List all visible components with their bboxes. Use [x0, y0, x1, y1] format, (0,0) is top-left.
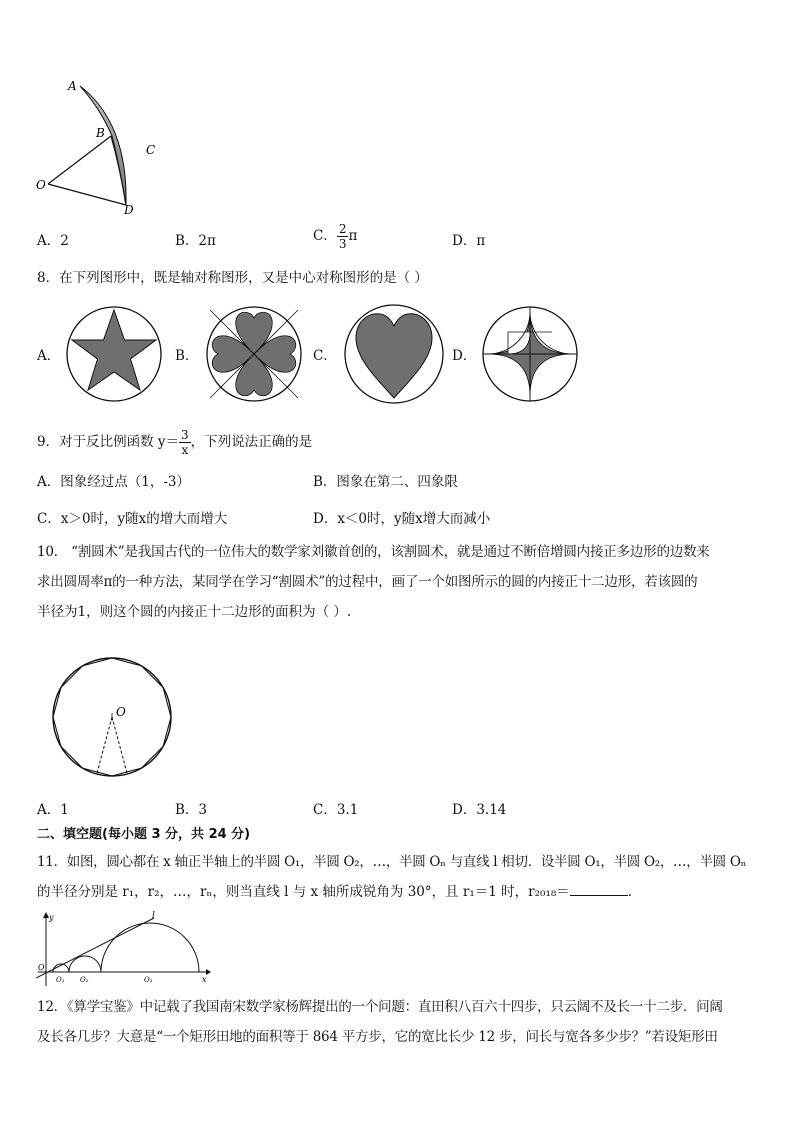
q11-figure: [36, 910, 211, 988]
q8-label-b: B．: [175, 348, 199, 364]
q7-figure: [30, 78, 170, 218]
q8-figure-b-hearts: [204, 304, 304, 404]
q7-option-c-suffix: π: [348, 228, 358, 244]
q11-label-y: y: [49, 913, 54, 922]
q9-option-b: B．图象在第二、四象限: [313, 474, 458, 490]
q8-label-c: C．: [313, 348, 337, 364]
q11-semicircle-3: [101, 923, 199, 972]
q9-option-d: D．x＜0时，y随x增大而减小: [313, 511, 491, 527]
q10-line-3: 半径为1，则这个圆的内接正十二边形的面积为（ ）.: [37, 604, 352, 620]
q11-line-2: [37, 882, 632, 902]
q7-label-b: B: [96, 126, 105, 140]
q7-shaded-region: [80, 86, 126, 205]
q10-label-o: O: [116, 705, 126, 719]
q10-option-c: C．3.1: [313, 802, 359, 818]
q7-label-a: A: [68, 79, 77, 93]
q11-label-o1: O₁: [56, 976, 65, 984]
q10-figure: [50, 655, 175, 780]
q11-label-o2: O₂: [80, 976, 89, 984]
q9-stem-pre: 9．对于反比例函数 y＝: [37, 434, 180, 450]
q11-line-2-end: .: [627, 884, 633, 900]
q8-figure-c-heart: [342, 302, 446, 406]
q8-stem: 8．在下列图形中，既是轴对称图形，又是中心对称图形的是（ ）: [37, 270, 428, 286]
q7-option-a: [37, 231, 69, 251]
q7-option-d: [452, 231, 485, 251]
q10-option-d: D．3.14: [452, 802, 507, 818]
q7-label-c: C: [146, 143, 156, 157]
q7-option-d-letter: D．: [452, 233, 477, 249]
q7-option-c-denominator: 3: [338, 237, 347, 251]
q12-line-2: 及长各几步？大意是“一个矩形田地的面积等于 864 平方步，它的宽比长少 12 步，问长与宽各多少步？”若设矩形田: [37, 1029, 718, 1045]
q7-option-a-letter: A．: [37, 233, 61, 249]
q10-option-b: B．3: [175, 802, 208, 818]
q12-line-1: 12．《算学宝鉴》中记载了我国南宋数学家杨辉提出的一个问题：直田积八百六十四步，只云阔不及长一十二步．问阔: [37, 999, 723, 1015]
q11-label-origin: O: [38, 963, 45, 972]
q7-option-c-numerator: 2: [338, 222, 347, 236]
section-2-title: 二、填空题(每小题 3 分，共 24 分): [37, 827, 251, 842]
q7-option-d-text: π: [476, 233, 486, 249]
q9-numerator: 3: [181, 428, 189, 442]
q9-stem-post: ，下列说法正确的是: [190, 434, 313, 450]
q11-line-1: 11．如图，圆心都在 x 轴正半轴上的半圆 O₁，半圆 O₂，…，半圆 Oₙ 与直线 l 相切．设半圆 O₁，半圆 O₂，…，半圆 Oₙ: [37, 854, 747, 870]
q7-option-b-text: 2π: [198, 233, 216, 249]
q9-option-a: A．图象经过点（1，-3）: [37, 474, 190, 490]
q10-line-1: 10． “割圆术”是我国古代的一位伟大的数学家刘徽首创的，该割圆术，就是通过不断倍增圆内接正多边形的边数来: [37, 544, 710, 560]
q9-stem: [37, 428, 312, 457]
q10-line-2: 求出圆周率π的一种方法，某同学在学习“割圆术”的过程中，画了一个如图所示的圆的内接正十二边形，若该圆的: [37, 574, 698, 590]
q8-figure-d-cusps: [480, 304, 580, 404]
q7-label-d: D: [124, 203, 134, 217]
q9-fraction: [179, 428, 191, 457]
q11-answer-blank[interactable]: [570, 883, 628, 896]
q11-line-2-text: 的半径分别是 r₁，r₂，…，rₙ，则当直线 l 与 x 轴所成锐角为 30°，且 r₁＝1 时，r₂₀₁₈＝: [37, 884, 570, 900]
q11-label-x: x: [202, 975, 207, 984]
q8-label-a: A．: [37, 348, 61, 364]
q7-option-a-text: 2: [60, 233, 69, 249]
q7-option-c-letter: C．: [313, 228, 337, 244]
q7-option-c-fraction: [337, 222, 349, 251]
q11-label-l: l: [152, 911, 155, 921]
q8-label-d: D．: [452, 348, 477, 364]
q9-denominator: x: [181, 443, 189, 457]
q9-option-c: C．x＞0时，y随x的增大而增大: [37, 511, 228, 527]
q7-label-o: O: [36, 178, 46, 192]
q7-segment-od: [48, 184, 126, 205]
q7-segment-oa: [48, 136, 111, 184]
q7-option-c: [313, 222, 357, 251]
q7-option-b: [175, 231, 216, 251]
q11-label-o3: O₃: [144, 976, 153, 984]
q7-option-b-letter: B．: [175, 233, 199, 249]
q10-option-a: A．1: [37, 802, 69, 818]
q8-figure-a-star: [64, 304, 164, 404]
